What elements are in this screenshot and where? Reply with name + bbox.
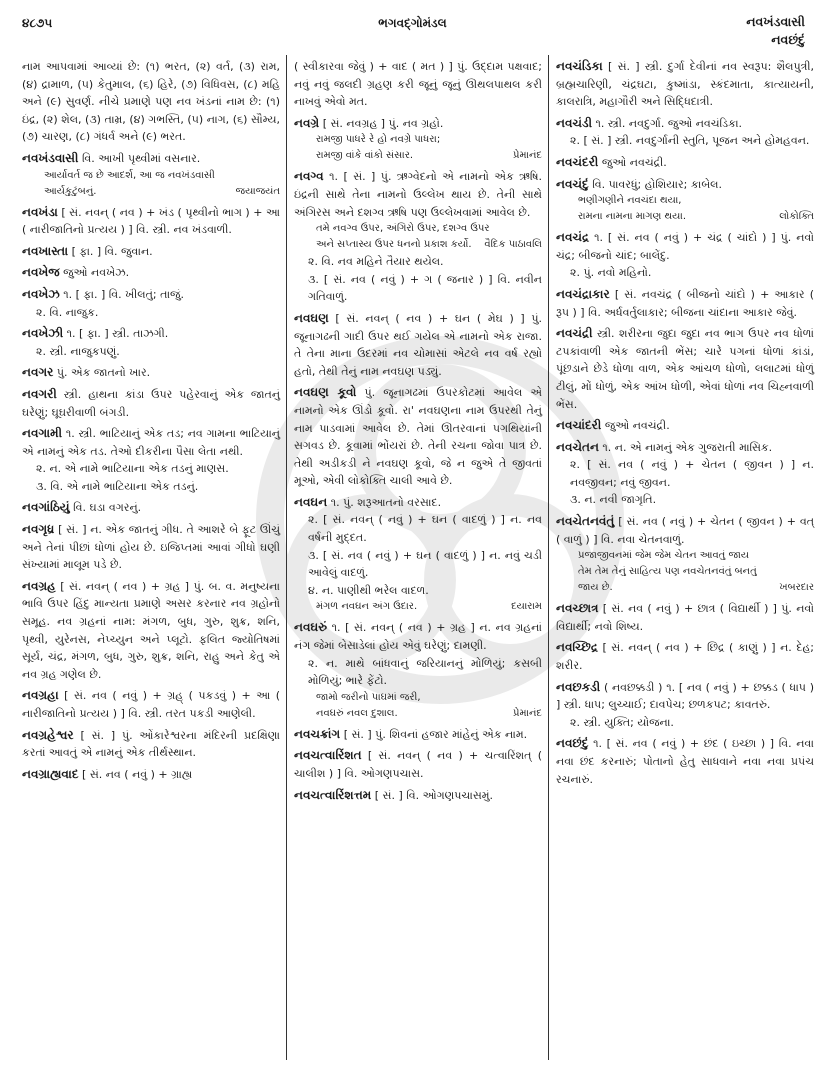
quotation-line: પ્રજાજીવનમાં જેમ જેમ ચેતન આવતું જાય [578, 550, 750, 562]
entry-definition: [ સં. નવન્ ( નવ ) + ગ્રહ ] પું. બ. વ. મનુષ્યના ભાવિ ઉપર હિંદુ માન્યતા પ્રમાણે અસર કરનાર નવ ગ્રહોનો સમૂહ. નવ ગ્રહનાં નામ: મંગળ, બુધ, ગુરુ, શુક્ર, શનિ, પૃથ્વી, યુરેનસ, નેપ્ચ્યુન અને પ્લૂટો. ફલિત જ્યોતિષમાં સૂર્ય, ચંદ્ર, મંગળ, બુધ, ગુરુ, શુક્ર, શનિ, રાહુ અને કેતુ એ નવ ગ્રહ ગણેલ છે. [22, 579, 280, 681]
entry-quotation [294, 599, 542, 615]
quotation-line: આર્યાવર્ત જ છે આદર્શ, આ જ નવખંડવાસી [44, 169, 215, 181]
entry-quotation [294, 148, 542, 164]
dictionary-entry [556, 325, 814, 413]
quotation-line: તેમ તેમ તેનું સાહિત્ય પણ નવચેતનવંતું બનતું [578, 566, 757, 578]
dictionary-entry [22, 425, 280, 495]
entry-headword: નવગ્રહ [22, 578, 56, 593]
quotation-source: દયારામ [511, 601, 542, 613]
dictionary-entry [556, 735, 814, 788]
entry-definition: [ સં. ] પું. શિવનાં હજાર માંહેનું એક નામ. [343, 727, 528, 741]
guide-word-first: નવખંડવાસી [746, 14, 805, 29]
entry-headword: નવચંદું [556, 176, 589, 191]
entry-headword: નવખેજ [22, 265, 60, 280]
dictionary-entry [22, 687, 280, 722]
entry-definition: [ સં. નવન્ ( નવ ) + ખંડ ( પૃથ્વીનો ભાગ ) + આ ( નારીજાતિનો પ્રત્યય ) ] વિ. સ્ત્રી. નવ ખંડવાળી. [22, 205, 281, 237]
entry-sense: ૨. પું. નવો મહિનો. [570, 266, 652, 280]
dictionary-entry [22, 58, 280, 146]
entry-headword: નવચાંદરી [556, 418, 602, 433]
column-right [556, 58, 814, 792]
column-divider [548, 55, 549, 1060]
entry-definition: જુઓ નવચંદ્રી. [601, 155, 667, 169]
entry-definition: [ સં. નવ ( નવું ) + ગ્રાહ્ય [82, 767, 193, 781]
entry-definition: વિ. ઘડા વગરનું. [73, 501, 142, 515]
quotation-line: રામના નામના માગણ થયા. [578, 211, 686, 223]
entry-headword: નવખંડવાસી [22, 150, 79, 165]
dictionary-entry [556, 176, 814, 226]
entry-definition: [ સં. ] ન. એક જાતનું ગીધ. તે આશરે બે ફૂટ ઊંચું અને તેનાં પીછાં ધોળાં હોય છે. ઇજિપ્તમાં આવાં ગીધો ઘણી સંખ્યામાં માલૂમ પડે છે. [22, 523, 281, 572]
entry-headword: નવગ્રાહ્યવાદ [22, 766, 79, 781]
entry-quotation [556, 580, 814, 596]
entry-sense: ૨. સ્ત્રી. યુક્તિ; યોજના. [570, 715, 674, 729]
dictionary-entry [556, 439, 814, 509]
entry-definition: ( નવછક્કડી ) ૧. [ નવ ( નવું ) + છક્કડ ( ધાપ ) ] સ્ત્રી. ધાપ; લુચ્ચાઈ; દાવપેચ; છળકપટ; કાવતરું. [556, 680, 814, 712]
entry-definition: [ સં. નવન્ ( નવ ) + ચત્વારિંશત્ ( ચાલીશ ) ] વિ. ઓગણપચાસ. [294, 749, 542, 780]
quotation-line: નવઘરું નવલ દુશાલ. [316, 707, 398, 719]
entry-sense: ૨. સ્ત્રી. નાજુકપણું. [36, 344, 120, 358]
quotation-line: તમે નવગ્વ ઉપર, અંગિરો ઉપર, દશગ્વ ઉપર [316, 223, 490, 235]
entry-headword: નવચેતનવંતું [556, 514, 615, 529]
dictionary-entry [556, 154, 814, 172]
page-number: ૪૮૭૫ [22, 16, 53, 30]
dictionary-entry [22, 578, 280, 684]
dictionary-entry [22, 499, 280, 517]
entry-definition: ૧. [ સં. નવ ( નવું ) + છંદ ( ઇચ્છા ) ] વિ. નવા નવા છંદ કરનારું; પોતાનો હેતુ સાધવાને નવા નવા પ્રપંચ રચનારું. [556, 737, 814, 786]
entry-headword: નવખાસ્તા [22, 243, 69, 258]
column-middle [294, 58, 542, 808]
entry-definition: [ સં. નવચંદ્ર ( બીજનો ચાંદો ) + આકાર ( રૂપ ) ] વિ. અર્ધવર્તુલાકાર; બીજના ચાંદાના આકાર જેવું. [556, 287, 814, 319]
entry-definition: ૧. સ્ત્રી. ભાટિયાનું એક તડ; નવ ગામના ભાટિયાનું એ નામનું એક તડ. તેઓ દીકરીના પૈસા લેતા નથી. [22, 427, 280, 458]
entry-quotation [294, 221, 542, 237]
entry-headword: નવચંડી [556, 115, 593, 130]
entry-sense: ૩. [ સં. નવ ( નવું ) + ઘન ( વાદળું ) ] ન. નવું ચડી આવેલું વાદળું. [308, 548, 542, 580]
dictionary-entry [22, 243, 280, 261]
quotation-line: રામજી પાધરે રે હો નવગ્રે પાધરા; [316, 134, 441, 146]
entry-quotation [556, 548, 814, 564]
quotation-line: અને સપ્તાસ્ય ઉપર ધનનો પ્રકાશ કર્યો. [316, 239, 472, 251]
entry-definition: ૧. સ્ત્રી. નવદુર્ગા. જુઓ નવચંડિકા. [595, 116, 743, 130]
entry-quotation [294, 132, 542, 148]
entry-headword: નવચંડિકા [556, 59, 603, 73]
entry-definition: [ સં. ] પું. ઓંકારેશ્વરના મંદિરની પ્રદક્ષિણા કરતાં આવતું એ નામનું એક તીર્થસ્થાન. [22, 728, 280, 760]
entry-headword: નવચત્વારિંશત્તમ [294, 787, 372, 802]
entry-definition: પું. જૂનાગઢમાં ઉપરકોટમાં આવેલ એ નામનો એક ઊંડો કૂવો. રા' નવઘણના નામ ઉપરથી તેનું નામ પાડવામાં આવેલ છે. તેમાં ઊતરવાનાં પગથિયાંની સગવડ છે. કૂવામાં ભોંયરાં છે. તેની રચના જોવા પાત્ર છે. તેથી અડીકડી ને નવઘણ કૂવો, જે ન જુએ તે જીવતાં મૂઓ, એવી લોકોક્તિ ચાલી આવે છે. [294, 386, 543, 488]
dictionary-entry [294, 787, 542, 805]
dictionary-entry [294, 747, 542, 782]
entry-headword: નવઘણ કૂવો [294, 385, 357, 400]
entry-sense: ૨. વિ. નવ મહિને તૈયાર થયેલ. [308, 255, 444, 269]
entry-sense: ૩. ન. નવી જાગૃતિ. [570, 493, 657, 507]
entry-headword: નવઘન [294, 494, 328, 509]
entry-quotation [556, 564, 814, 580]
entry-quotation [294, 706, 542, 722]
quotation-line: જાય છે. [578, 582, 613, 594]
dictionary-entry [556, 417, 814, 435]
entry-headword: નવચત્વારિંશત [294, 748, 362, 763]
entry-definition: ૧. ન. એ નામનું એક ગુજરાતી માસિક. [602, 440, 773, 454]
entry-headword: નવચેતન [556, 439, 599, 454]
page-header [0, 10, 825, 50]
entry-headword: નવગાંઠિયું [22, 500, 70, 515]
entry-definition: સ્ત્રી. શરીરના જુદા જુદા નવ ભાગ ઉપર નવ ધોળાં ટપકાંવાળી એક જાતની ભેંસ; ચારે પગનાં ધોળાં કાંડાં, પૂંછડાને છેડે ધોળા વાળ, એક આંચળ ધોળો, લલાટમાં ધોળું ટીલું, મોં ધોળું, એક આંખ ધોળી, એવાં ધોળાં નવ ચિહ્નવાળી ભેંસ. [556, 327, 814, 411]
entry-definition: પું. એક જાતનો ખાર. [56, 366, 151, 380]
entry-quotation [556, 209, 814, 225]
dictionary-entry [22, 766, 280, 784]
dictionary-entry [294, 619, 542, 721]
dictionary-entry [556, 58, 814, 111]
dictionary-entry [556, 286, 814, 321]
entry-headword: નવગ્વ [294, 169, 324, 184]
entry-sense: ૨. [ સં. ] સ્ત્રી. નવદુર્ગાની સ્તુતિ, પૂજન અને હોમહવન. [570, 134, 810, 148]
quotation-source: વૈદિક પાઠાવલિ [484, 239, 542, 251]
entry-definition: ( સ્વીકારવા જેવું ) + વાદ ( મત ) ] પું. ઉદ્દામ પક્ષવાદ; નવું નવું જલદી ગ્રહણ કરી જૂનું જૂનું ઊથલપાથલ કરી નાખવું એવો મત. [294, 60, 542, 109]
entry-definition: [ ફા. ] વિ. જુવાન. [71, 244, 153, 258]
book-title: ભગવદ્ગોમંડલ [378, 16, 447, 30]
quotation-source: પ્રેમાનંદ [512, 707, 542, 719]
dictionary-entry [556, 679, 814, 732]
entry-sense: ૨. [ સં. નવન્ ( નવું ) + ઘન ( વાદળું ) ] ન. નવ વર્ષની મુદ્દત. [308, 513, 542, 545]
entry-headword: નવચ્છાત્ર [556, 601, 599, 616]
entry-definition: ૧. [ સં. નવન્ ( નવ ) + ગ્રહ ] ન. નવ ગ્રહનાં નંગ જેમાં બેસાડેલાં હોય એવું ઘરેણું; દામણી. [294, 621, 542, 653]
quotation-line: ભણીગણીને નવચંદા થયા, [578, 195, 682, 207]
entry-definition: ૧. [ ફા. ] સ્ત્રી. તાઝગી. [66, 327, 169, 341]
quotation-line: આર્યકુટુંબનું. [44, 185, 97, 197]
guide-word-last: નવછંદું [771, 32, 805, 47]
entry-definition: [ સં. નવ ( નવું ) + ગ્રહ્ ( પકડવું ) + આ ( નારીજાતિનો પ્રત્યય ) ] વિ. સ્ત્રી. તરત પકડી આણેલી. [22, 689, 281, 720]
entry-definition: વિ. પાવરધું; હોશિયાર; કાબેલ. [592, 177, 722, 191]
entry-sense: ૨. ન. માથે બાંધવાનું જરિયાનનું મોળિયું; કસબી મોળિયું; ભારે ફેંટો. [308, 656, 542, 688]
entry-definition: [ સં. નવન્ ( નવ ) + ઘન ( મેઘ ) ] પું. જૂનાગઢની ગાદી ઉપર થઈ ગયેલ એ નામનો એક રાજા. તે તેના માના ઉદરમાં નવ ચોમાસાં એટલે નવ વર્ષ રહ્યો હતો, તેથી તેનું નામ નવઘણ પડ્યું. [294, 311, 542, 378]
entry-definition: જુઓ નવખેઝ. [63, 266, 130, 280]
entry-definition: [ સં. નવ ( નવું ) + ચેતન ( જીવન ) + વત્ ( વાળું ) ] વિ. નવા ચેતનવાળું. [556, 515, 814, 546]
quotation-source: લોકોક્તિ [779, 211, 814, 223]
entry-sense: ૩. [ સં. નવ ( નવું ) + ગ ( જનાર ) ] વિ. નવીન ગતિવાળું. [308, 272, 542, 304]
entry-headword: નવછકડી [556, 679, 601, 694]
entry-headword: નવખંડા [22, 204, 58, 219]
entry-quotation [556, 193, 814, 209]
dictionary-entry [22, 325, 280, 360]
quotation-source: ખબરદાર [779, 582, 814, 594]
dictionary-entry [556, 115, 814, 150]
entry-sense: ૨. વિ. નાજુક. [36, 305, 99, 319]
dictionary-entry [294, 58, 542, 111]
entry-definition: ૧. પું. શરૂઆતનો વરસાદ. [330, 495, 442, 509]
dictionary-entry [22, 286, 280, 321]
dictionary-entry [294, 384, 542, 490]
entry-definition: ૧. [ સં. ] પું. ઋગ્વેદનો એ નામનો એક ઋષિ. ઇંદ્રની સાથે તેના નામનો ઉલ્લેખ થાય છે. તેની સાથે અંગિરસ અને દશગ્વ ઋષિ પણ ઉલ્લેખવામાં આવેલ છે. [294, 170, 542, 219]
dictionary-entry [294, 168, 542, 306]
entry-headword: નવઘરું [294, 620, 328, 635]
quotation-source: જયાજયંત [235, 185, 280, 197]
entry-headword: નવઘણ [294, 310, 329, 325]
entry-definition: [ સં. ] સ્ત્રી. દુર્ગા દેવીનાં નવ સ્વરૂપ: શૈલપુત્રી, બ્રહ્મચારિણી, ચંદ્રઘટા, કુષ્માંડા, સ્કંદમાતા, કાત્યાયની, કાલરાત્રિ, મહાગૌરી અને સિદ્ધિદાત્રી. [556, 60, 814, 109]
entry-definition: [ સં. ] વિ. ઓગણપચાસમું. [374, 788, 493, 802]
entry-definition: [ સં. નવ ( નવું ) + છાત્ર ( વિદ્યાર્થી ) ] પું. નવો વિદ્યાર્થી; નવો શિષ્ય. [556, 602, 814, 633]
dictionary-entry [294, 726, 542, 744]
quotation-line: જામો જરીનો પાઘમાં જરી, [316, 691, 421, 703]
dictionary-entry [22, 386, 280, 421]
dictionary-entry [22, 364, 280, 382]
entry-quotation [294, 237, 542, 253]
quotation-line: મંગળ નવઘન અંગ ઉદાર. [316, 601, 418, 613]
dictionary-entry [294, 310, 542, 380]
entry-headword: નવગરી [22, 386, 57, 401]
dictionary-entry [22, 204, 280, 239]
dictionary-entry [556, 600, 814, 635]
dictionary-entry [556, 513, 814, 596]
dictionary-entry [556, 639, 814, 674]
quotation-source: પ્રેમાનંદ [512, 150, 542, 162]
entry-quotation [22, 184, 280, 200]
entry-sense: ૨. ન. એ નામે ભાટિયાના એક તડનું માણસ. [36, 462, 229, 476]
entry-headword: નવચક્રાંગ [294, 726, 341, 741]
entry-sense: ૩. વિ. એ નામે ભાટિયાના એક તડનું. [36, 479, 199, 493]
entry-headword: નવચ્છિદ્ર [556, 640, 598, 655]
column-divider [286, 55, 287, 1060]
entry-headword: નવખેઝી [22, 326, 64, 341]
entry-quotation [294, 690, 542, 706]
column-left [22, 58, 280, 787]
entry-headword: નવચંદ્ર [556, 230, 590, 245]
dictionary-entry [556, 229, 814, 282]
dictionary-entry [22, 727, 280, 762]
dictionary-entry [22, 521, 280, 574]
entry-headword: નવચંદ્રી [556, 326, 593, 341]
entry-headword: નવખેઝ [22, 286, 60, 301]
entry-headword: નવગર [22, 365, 54, 380]
dictionary-entry [294, 115, 542, 165]
dictionary-entry [22, 264, 280, 282]
entry-definition: ૧. [ ફા. ] વિ. ખીલતું; તાજું. [63, 287, 184, 301]
dictionary-entry [22, 150, 280, 200]
entry-headword: નવચંદરી [556, 154, 599, 169]
entry-definition: જુઓ નવચંદ્રી. [604, 419, 670, 433]
entry-headword: નવગ્રહેશ્વર [22, 727, 74, 742]
entry-sense: ૪. ન. પાણીથી ભરેલ વાદળ. [308, 583, 429, 597]
entry-definition: નામ આપવામાં આવ્યાં છે: (૧) ભરત, (૨) વર્ત, (૩) રામ, (૪) દ્રામાળ, (૫) કેતુમાલ, (૬) હિરે, (૭) વિધિવસ, (૮) મહિ અને (૯) સુવર્ણ. નીચે પ્રમાણે પણ નવ ખંડનાં નામ છે: (૧) ઇંદ્ર, (૨) શેલ, (૩) તામ્ર, (૪) ગભસ્તિ, (૫) નાગ, (૬) સૌમ્ય, (૭) ચારણ, (૮) ગંધર્વ અને (૯) ભરત. [22, 60, 280, 144]
entry-quotation [22, 168, 280, 184]
entry-definition: [ સં. નવન્ ( નવ ) + છિદ્ર ( કાણું ) ] ન. દેહ; શરીર. [556, 641, 815, 673]
entry-headword: નવચંદ્રાકાર [556, 286, 610, 301]
entry-definition: [ સં. નવગ્રહ ] પું. નવ ગ્રહો. [322, 116, 444, 130]
entry-definition: વિ. આખી પૃથ્વીમાં વસનાર. [81, 151, 201, 165]
entry-headword: નવગૃધ્ર [22, 522, 55, 537]
entry-headword: નવછંદું [556, 736, 589, 751]
dictionary-entry [294, 494, 542, 616]
entry-sense: ૨. [ સં. નવ ( નવું ) + ચેતન ( જીવન ) ] ન. નવજીવન; નવું જીવન. [570, 458, 814, 489]
entry-headword: નવગ્રે [294, 115, 320, 130]
entry-definition: સ્ત્રી. હાથના કાંડા ઉપર પહેરવાનું એક જાતનું ઘરેણું; ઘૂઘરીવાળી બંગડી. [22, 387, 281, 419]
entry-headword: નવગામી [22, 426, 63, 441]
entry-definition: ૧. [ સં. નવ ( નવું ) + ચંદ્ર ( ચાંદો ) ] પું. નવો ચંદ્ર; બીજનો ચાંદ; બાલેંદુ. [556, 231, 815, 262]
entry-headword: નવગ્રહા [22, 688, 59, 703]
quotation-line: રામજી વાંકે વાંકો સંસાર. [316, 150, 414, 162]
